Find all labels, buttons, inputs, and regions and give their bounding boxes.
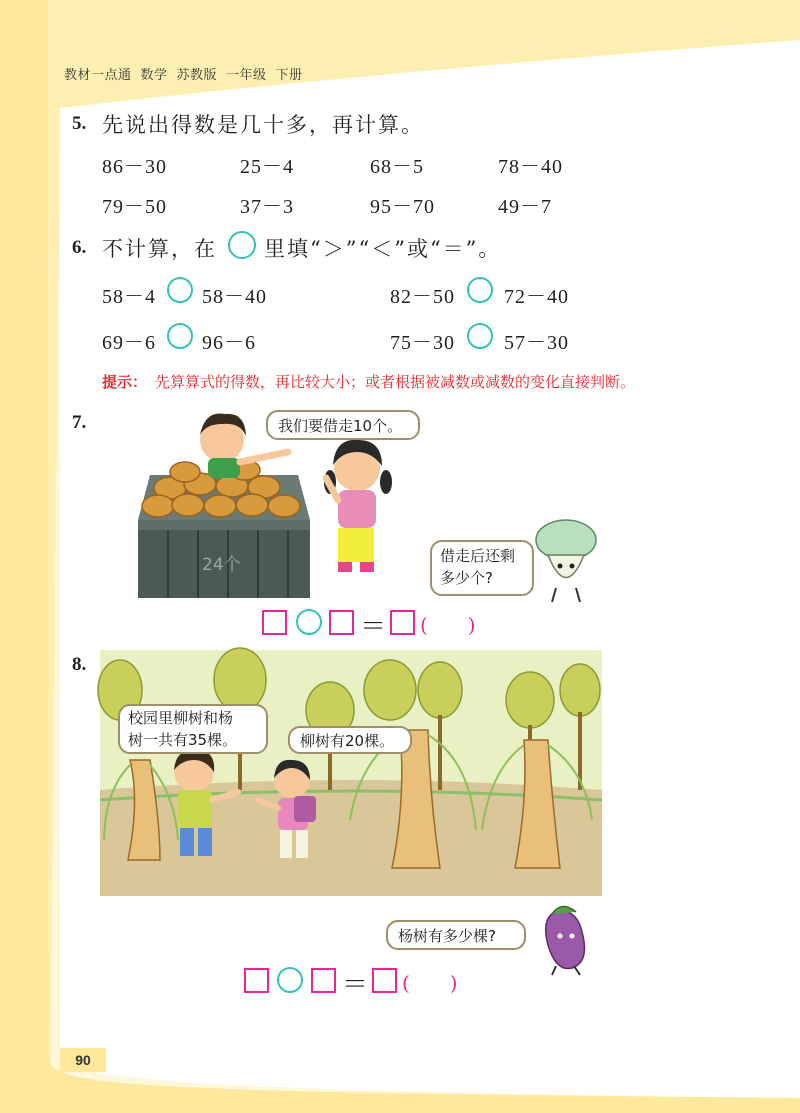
q5-expr: 68－5	[370, 156, 424, 178]
q5-expr: 49－7	[498, 196, 552, 218]
q7-unit-paren[interactable]: ( )	[420, 613, 476, 637]
girl-standing	[324, 440, 392, 572]
q8-answer-square[interactable]	[244, 968, 269, 993]
crate-illustration	[138, 460, 310, 598]
page-number: 90	[60, 1048, 106, 1072]
q5-number: 5.	[72, 113, 87, 134]
q6-number: 6.	[72, 237, 87, 258]
header-subject: 数学	[140, 68, 168, 83]
q6-left-expr: 58－4	[102, 286, 156, 308]
q5-expr: 78－40	[498, 156, 563, 178]
q6-left-expr: 69－6	[102, 332, 156, 354]
q7-answer-square[interactable]	[329, 610, 354, 635]
header-term: 下册	[275, 68, 303, 83]
q7-answer-square[interactable]	[262, 610, 287, 635]
left-band	[0, 0, 48, 1113]
q6-answer-circle[interactable]	[167, 277, 193, 303]
q5-expr: 37－3	[240, 196, 294, 218]
q7-question-line1: 借走后还剩	[440, 547, 516, 565]
q8-number: 8.	[72, 654, 87, 675]
header-edition: 苏教版	[176, 68, 218, 83]
q7-answer-square[interactable]	[390, 610, 415, 635]
q6-prompt-after: 里填“＞”“＜”或“＝”。	[264, 237, 502, 261]
q7-crate-label: 24个	[202, 555, 241, 575]
q8-answer-square[interactable]	[311, 968, 336, 993]
q6-answer-circle[interactable]	[467, 277, 493, 303]
q6-prompt-circle	[228, 231, 256, 259]
q7-question-line2: 多少个?	[440, 568, 493, 587]
q7-girl-speech-bubble: 我们要借走10个。	[266, 410, 420, 440]
q6-answer-circle[interactable]	[467, 323, 493, 349]
q6-tip-label: 提示：	[102, 373, 148, 391]
q8-unit-paren[interactable]: ( )	[402, 971, 458, 995]
q8-boy-speech-line1: 校园里柳树和杨	[128, 709, 234, 727]
q8-question-bubble: 杨树有多少棵?	[386, 920, 526, 950]
q6-right-expr: 58－40	[202, 286, 267, 308]
q6-tip	[102, 371, 635, 392]
q8-boy-speech-line2: 树一共有35棵。	[128, 730, 238, 749]
q7-number: 7.	[72, 412, 87, 433]
q6-right-expr: 57－30	[504, 332, 569, 354]
q5-prompt: 先说出得数是几十多，再计算。	[102, 113, 424, 137]
header-grade: 一年级	[226, 68, 267, 83]
q8-answer-square[interactable]	[372, 968, 397, 993]
q5-expr: 86－30	[102, 156, 167, 178]
q7-equals-sign: ＝	[360, 612, 387, 641]
q6-answer-circle[interactable]	[167, 323, 193, 349]
q5-expr: 25－4	[240, 156, 294, 178]
bottom-band	[48, 1060, 800, 1113]
eggplant-mascot	[546, 906, 585, 975]
q6-left-expr: 82－50	[390, 286, 455, 308]
q5-expr: 95－70	[370, 196, 435, 218]
park-scene	[98, 648, 602, 896]
q6-left-expr: 75－30	[390, 332, 455, 354]
page-header	[64, 64, 312, 83]
q8-equals-sign: ＝	[342, 970, 369, 999]
q7-question-bubble	[430, 540, 534, 596]
q6-prompt-before: 不计算，在	[102, 237, 217, 261]
cabbage-mascot	[536, 520, 596, 602]
q7-operator-circle[interactable]	[296, 609, 322, 635]
q8-operator-circle[interactable]	[277, 967, 303, 993]
q8-girl-speech-bubble: 柳树有20棵。	[288, 726, 412, 754]
q8-boy-speech-bubble	[118, 704, 268, 754]
q5-expr: 79－50	[102, 196, 167, 218]
q6-right-expr: 96－6	[202, 332, 256, 354]
q6-right-expr: 72－40	[504, 286, 569, 308]
header-book: 教材一点通	[64, 68, 132, 83]
q6-tip-text: 先算算式的得数，再比较大小；或者根据被减数或减数的变化直接判断。	[155, 373, 636, 391]
